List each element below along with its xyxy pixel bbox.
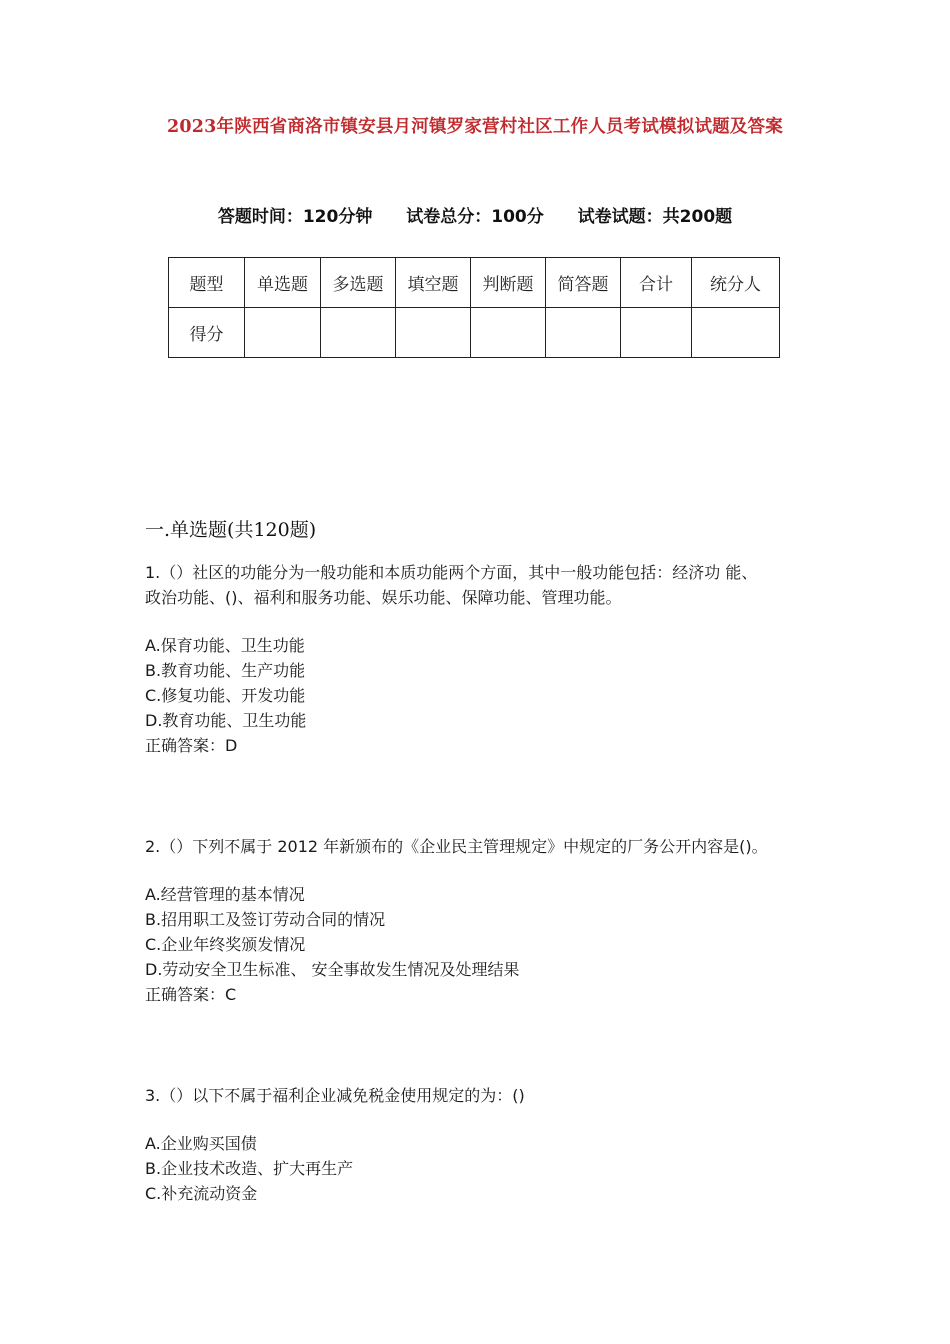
score-header-type: 题型 bbox=[169, 258, 245, 308]
question-stem-line: 3.（）以下不属于福利企业减免税金使用规定的为：() bbox=[145, 1086, 525, 1105]
score-header-single: 单选题 bbox=[245, 258, 321, 308]
question-options bbox=[145, 633, 815, 758]
question-options bbox=[145, 882, 815, 1007]
score-header-multi: 多选题 bbox=[321, 258, 396, 308]
option-d: D.教育功能、卫生功能 bbox=[145, 711, 307, 730]
option-c: C.企业年终奖颁发情况 bbox=[145, 935, 306, 954]
exam-info bbox=[0, 202, 950, 227]
score-header-grader: 统分人 bbox=[692, 258, 780, 308]
question-2 bbox=[145, 834, 815, 1007]
exam-total-score: 试卷总分：100分 bbox=[406, 207, 544, 227]
score-header-total: 合计 bbox=[621, 258, 692, 308]
question-stem-line: 政治功能、()、福利和服务功能、娱乐功能、保障功能、管理功能。 bbox=[145, 588, 622, 607]
score-row-label: 得分 bbox=[169, 308, 245, 358]
score-cell bbox=[245, 308, 321, 358]
score-cell bbox=[621, 308, 692, 358]
question-options bbox=[145, 1131, 815, 1206]
option-a: A.保育功能、卫生功能 bbox=[145, 636, 305, 655]
score-header-judge: 判断题 bbox=[471, 258, 546, 308]
option-a: A.经营管理的基本情况 bbox=[145, 885, 305, 904]
score-table-header-row bbox=[169, 258, 780, 308]
question-stem bbox=[145, 1083, 815, 1108]
answer: 正确答案：D bbox=[145, 736, 238, 755]
score-table-score-row bbox=[169, 308, 780, 358]
question-stem-line: 2.（）下列不属于 2012 年新颁布的《企业民主管理规定》中规定的厂务公开内容是()。 bbox=[145, 837, 768, 856]
question-stem-line: 1.（）社区的功能分为一般功能和本质功能两个方面，其中一般功能包括：经济功 能、 bbox=[145, 563, 758, 582]
document-title: 2023年陕西省商洛市镇安县月河镇罗家营村社区工作人员考试模拟试题及答案 bbox=[167, 117, 783, 137]
option-b: B.招用职工及签订劳动合同的情况 bbox=[145, 910, 386, 929]
question-3 bbox=[145, 1083, 815, 1206]
score-cell bbox=[396, 308, 471, 358]
exam-time: 答题时间：120分钟 bbox=[217, 207, 373, 227]
exam-question-count: 试卷试题：共200题 bbox=[577, 207, 733, 227]
option-d: D.劳动安全卫生标准、 安全事故发生情况及处理结果 bbox=[145, 960, 520, 979]
score-cell bbox=[692, 308, 780, 358]
question-stem bbox=[145, 834, 815, 859]
question-1 bbox=[145, 560, 815, 758]
score-cell bbox=[321, 308, 396, 358]
option-c: C.补充流动资金 bbox=[145, 1184, 258, 1203]
score-cell bbox=[546, 308, 621, 358]
option-c: C.修复功能、开发功能 bbox=[145, 686, 306, 705]
option-b: B.教育功能、生产功能 bbox=[145, 661, 306, 680]
option-b: B.企业技术改造、扩大再生产 bbox=[145, 1159, 354, 1178]
answer: 正确答案：C bbox=[145, 985, 237, 1004]
question-stem bbox=[145, 560, 815, 610]
score-header-fill: 填空题 bbox=[396, 258, 471, 308]
section-title: 一.单选题(共120题) bbox=[145, 519, 317, 541]
score-header-short: 简答题 bbox=[546, 258, 621, 308]
option-a: A.企业购买国债 bbox=[145, 1134, 257, 1153]
score-cell bbox=[471, 308, 546, 358]
score-table bbox=[168, 257, 780, 358]
